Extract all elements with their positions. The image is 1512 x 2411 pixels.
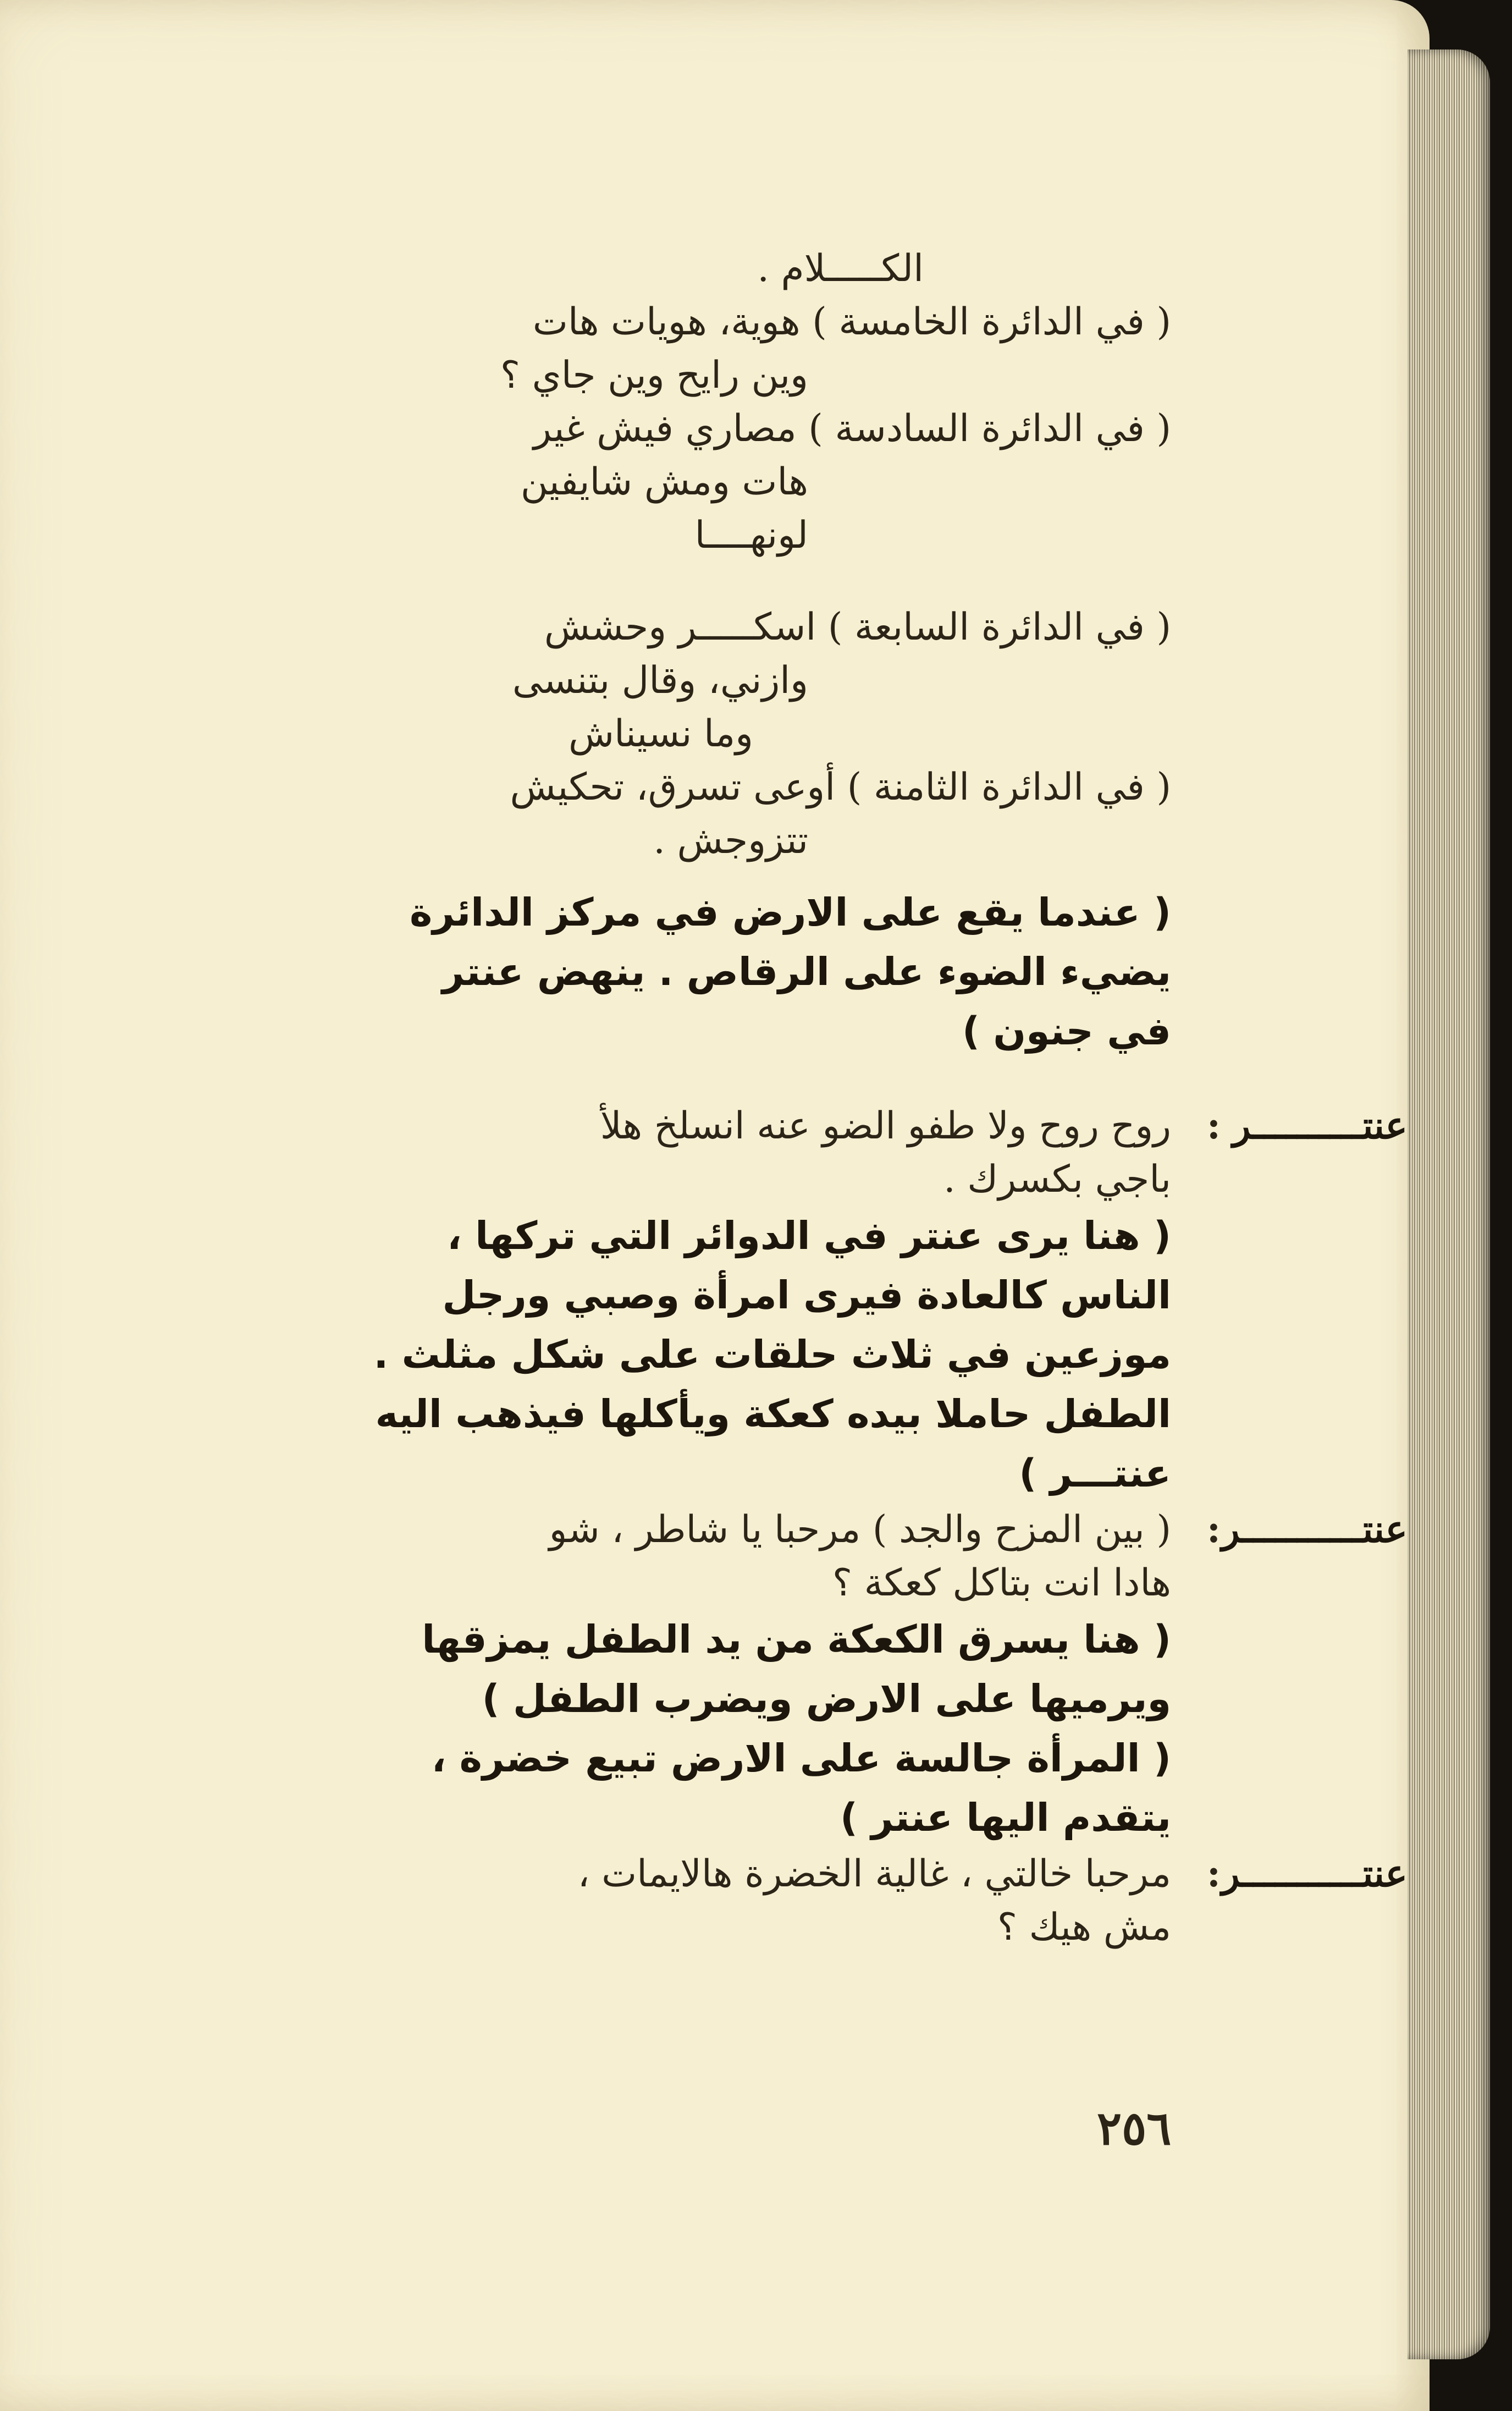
- dialogue-line: روح روح ولا طفو الضو عنه انسلخ هلأ: [600, 1104, 1171, 1148]
- speaker-colon: :: [1206, 1852, 1221, 1896]
- stage-direction-line: في جنون ): [962, 1009, 1171, 1054]
- dialogue-line: مرحبا خالتي ، غالية الخضرة هالايمات ،: [577, 1852, 1171, 1896]
- stage-direction-line: ( هنا يرى عنتر في الدوائر التي تركها ،: [447, 1213, 1171, 1258]
- stage-direction-line: عنتـــر ): [1019, 1451, 1171, 1496]
- dialogue-entry: [170, 1847, 1408, 1954]
- stage-direction-line: يتقدم اليها عنتر ): [840, 1795, 1171, 1840]
- dialogue-entry: [170, 1099, 1408, 1206]
- stage-direction-line: الناس كالعادة فيرى امرأة وصبي ورجل: [442, 1273, 1171, 1318]
- page-number: ٢٥٦: [1097, 2101, 1172, 2155]
- stage-direction-line: ( هنا يسرق الكعكة من يد الطفل يمزقها: [422, 1617, 1171, 1662]
- text-line: وما نسيناش: [569, 712, 753, 756]
- speaker-colon: :: [1206, 1507, 1221, 1551]
- dialogue-line: هادا انت بتاكل كعكة ؟: [832, 1561, 1171, 1605]
- speaker-colon: :: [1206, 1104, 1221, 1148]
- stage-direction-line: ( عندما يقع على الارض في مركز الدائرة: [410, 890, 1171, 935]
- stage-direction-line: ( المرأة جالسة على الارض تبيع خضرة ،: [431, 1736, 1171, 1781]
- speaker-name: عنتــــــــــر: [1232, 1104, 1408, 1148]
- text-line: وين رايح وين جاي ؟: [500, 354, 808, 397]
- text-line: ( في الدائرة الخامسة ) هوية، هويات هات: [532, 300, 1171, 344]
- speaker-name: عنتـــــــــــر: [1221, 1507, 1408, 1551]
- text-line: لونهــــا: [694, 514, 808, 557]
- page-text: [170, 242, 1408, 1954]
- book-page-edges: [1408, 49, 1490, 2359]
- text-line: ( في الدائرة الثامنة ) أوعى تسرق، تحكيش: [510, 766, 1171, 809]
- dialogue-line: باجي بكسرك .: [943, 1158, 1171, 1201]
- speaker-name: عنتـــــــــــر: [1221, 1852, 1408, 1896]
- dialogue-entry: [170, 1503, 1408, 1610]
- text-line: تتزوجش .: [653, 819, 808, 862]
- text-line: ( في الدائرة السادسة ) مصاري فيش غير: [533, 407, 1171, 450]
- text-line: هات ومش شايفين: [520, 460, 808, 504]
- stage-direction-line: ويرميها على الارض ويضرب الطفل ): [482, 1676, 1171, 1721]
- text-line: ( في الدائرة السابعة ) اسكـــــر وحشش: [544, 605, 1171, 649]
- text-line: الكـــــلام .: [757, 247, 924, 290]
- dialogue-line: مش هيك ؟: [997, 1906, 1171, 1949]
- text-line: وازني، وقال بتنسى: [512, 659, 808, 702]
- stage-direction-line: يضيء الضوء على الرقاص . ينهض عنتر: [442, 949, 1171, 994]
- stage-direction-line: موزعين في ثلاث حلقات على شكل مثلث .: [373, 1332, 1171, 1377]
- stage-direction-line: الطفل حاملا بيده كعكة ويأكلها فيذهب اليه: [375, 1391, 1171, 1436]
- dialogue-line: ( بين المزح والجد ) مرحبا يا شاطر ، شو: [549, 1508, 1171, 1551]
